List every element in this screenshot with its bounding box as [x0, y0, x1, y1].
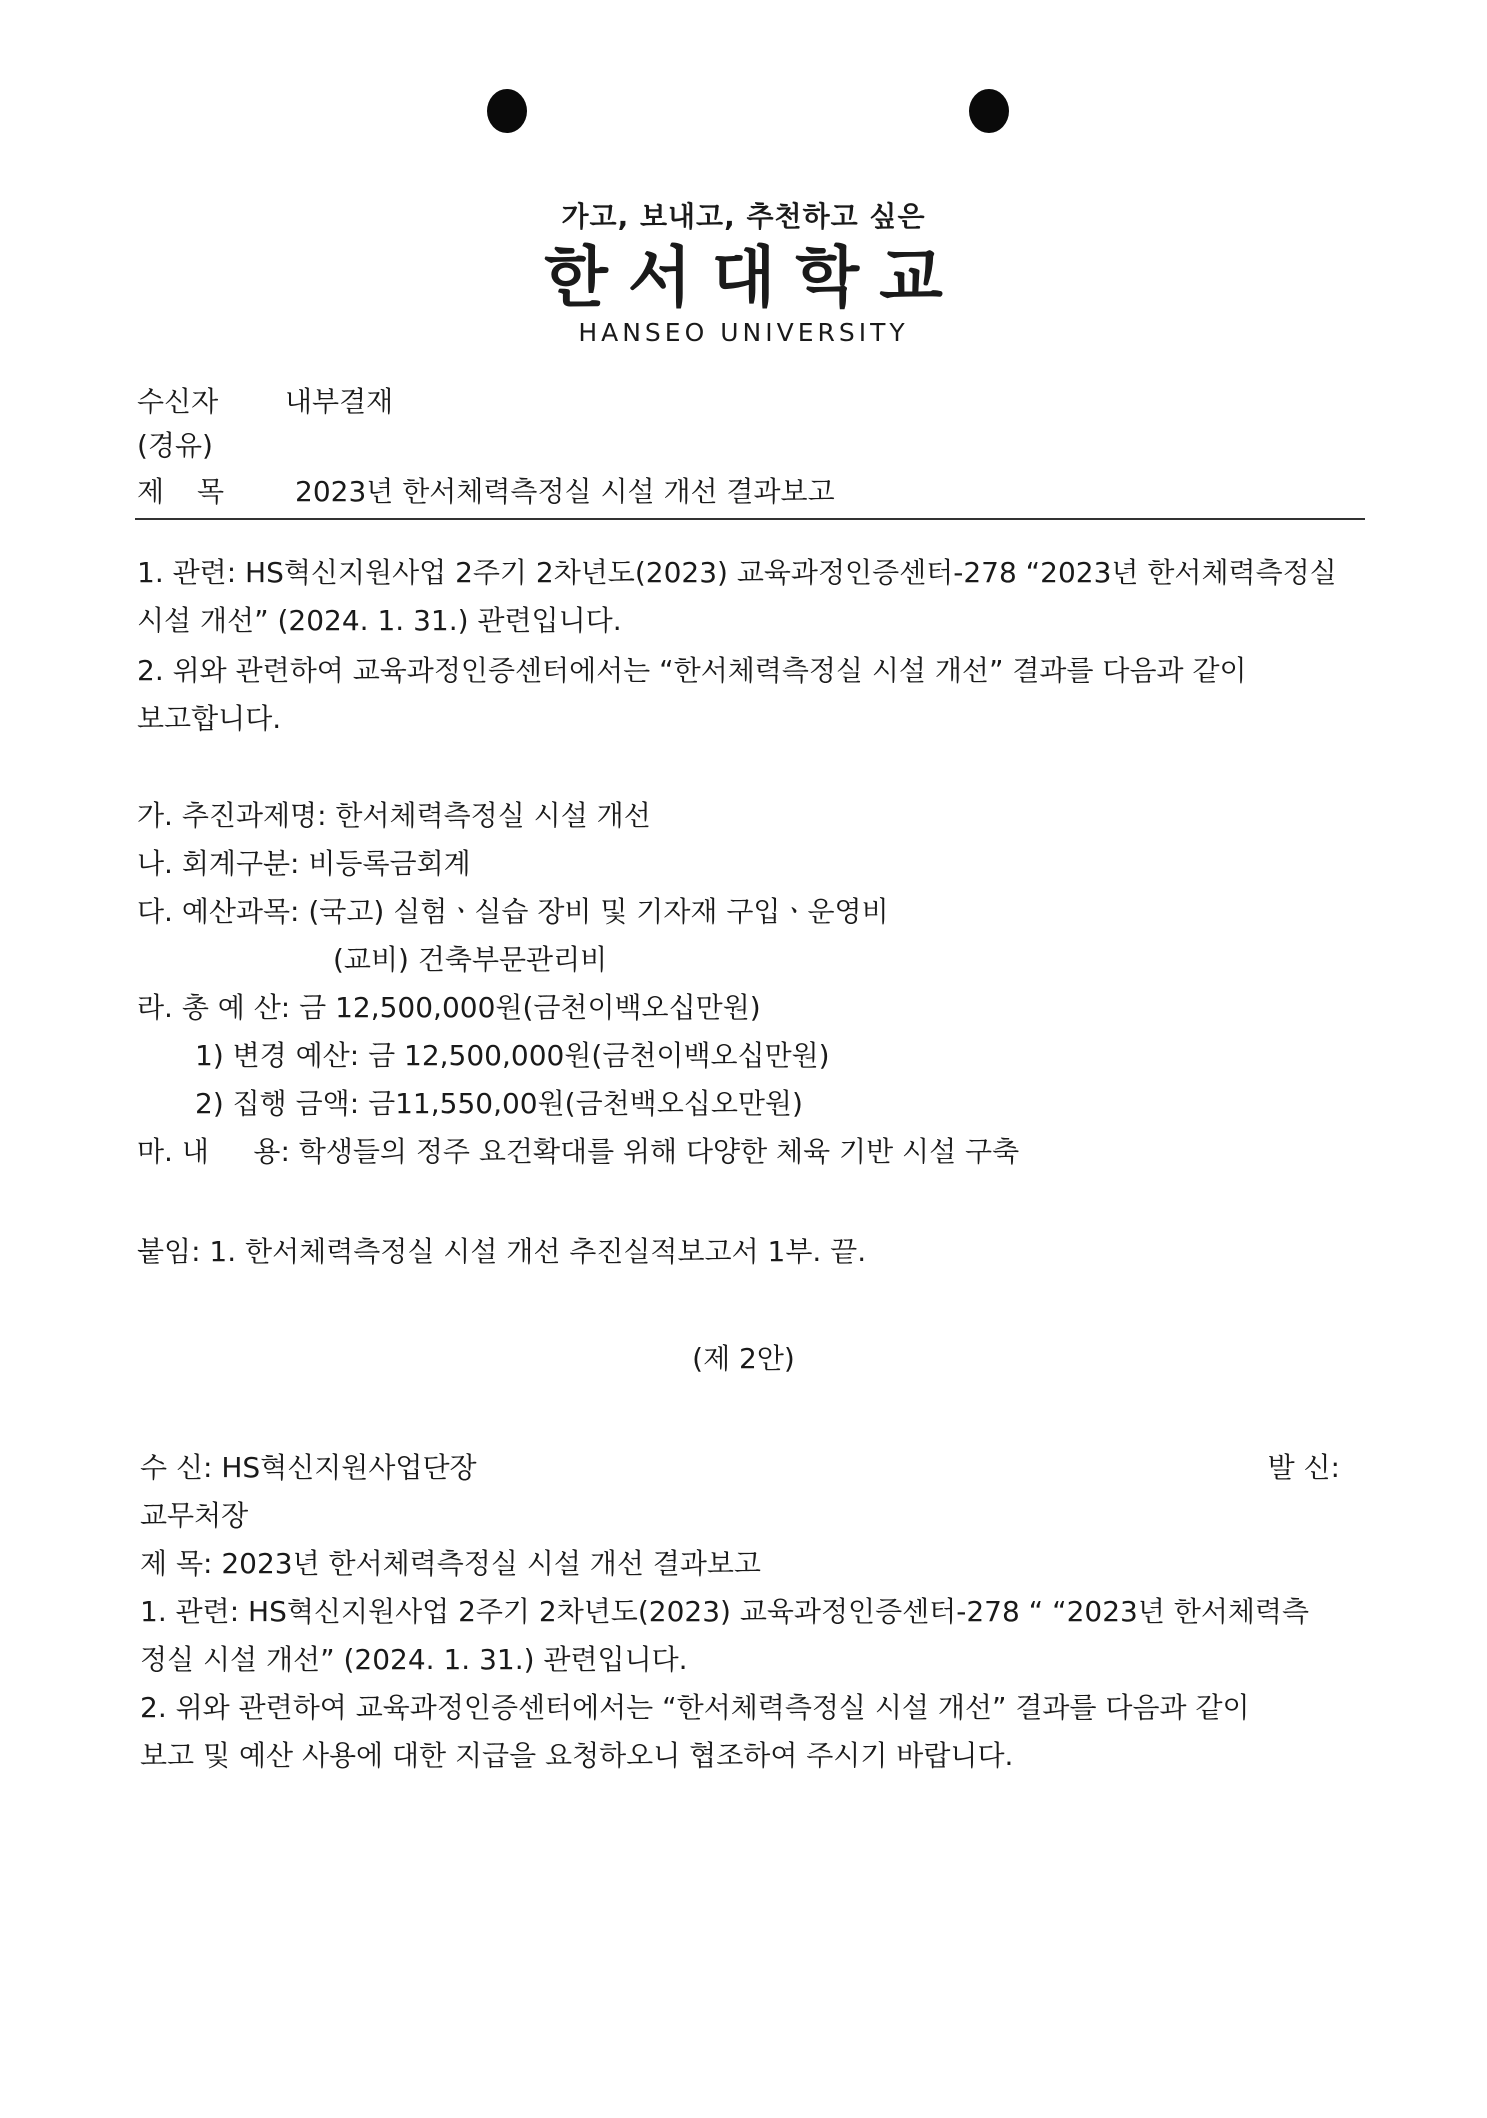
- logo-slogan: 가고, 보내고, 추천하고 싶은: [561, 200, 926, 233]
- para2-line2: 보고합니다.: [137, 702, 282, 735]
- para1-line1: 1. 관련: HS혁신지원사업 2주기 2차년도(2023) 교육과정인증센터-278 “2023년 한서체력측정실: [137, 556, 1337, 589]
- para2-line1: 2. 위와 관련하여 교육과정인증센터에서는 “한서체력측정실 시설 개선” 결과를 다음과 같이: [137, 654, 1247, 687]
- item-ga: 가. 추진과제명: 한서체력측정실 시설 개선: [137, 799, 651, 832]
- draft2-para2-line2: 보고 및 예산 사용에 대한 지급을 요청하오니 협조하여 주시기 바랍니다.: [140, 1739, 1014, 1772]
- item-da-1: 다. 예산과목: (국고) 실험ㆍ실습 장비 및 기자재 구입ㆍ운영비: [137, 895, 889, 928]
- subject-label: 제 목: [137, 475, 224, 508]
- recipient-row: [137, 384, 393, 420]
- punch-hole-left: [487, 89, 527, 133]
- header-divider: [135, 518, 1365, 520]
- subject-value: 2023년 한서체력측정실 시설 개선 결과보고: [295, 475, 835, 508]
- draft2-recipient: 수 신: HS혁신지원사업단장: [140, 1451, 477, 1484]
- item-ma: 마. 내 용: 학생들의 정주 요건확대를 위해 다양한 체육 기반 시설 구축: [137, 1135, 1020, 1168]
- draft2-subject: 제 목: 2023년 한서체력측정실 시설 개선 결과보고: [140, 1547, 761, 1580]
- logo-name-korean: 한서대학교: [544, 239, 963, 316]
- item-ra-1: 1) 변경 예산: 금 12,500,000원(금천이백오십만원): [195, 1039, 830, 1072]
- via-label: (경유): [137, 429, 213, 462]
- draft2-para1-line1: 1. 관련: HS혁신지원사업 2주기 2차년도(2023) 교육과정인증센터-278 “ “2023년 한서체력측: [140, 1595, 1310, 1628]
- item-da-2: (교비) 건축부문관리비: [333, 943, 608, 976]
- draft2-para2-line1: 2. 위와 관련하여 교육과정인증센터에서는 “한서체력측정실 시설 개선” 결과를 다음과 같이: [140, 1691, 1250, 1724]
- item-na: 나. 회계구분: 비등록금회계: [137, 847, 471, 880]
- university-logo: [0, 200, 1487, 348]
- para1-line2: 시설 개선” (2024. 1. 31.) 관련입니다.: [137, 604, 622, 637]
- punch-hole-right: [969, 89, 1009, 133]
- draft2-title: (제 2안): [692, 1342, 795, 1375]
- draft2-sender-value: 교무처장: [140, 1499, 249, 1532]
- attachment-line: 붙임: 1. 한서체력측정실 시설 개선 추진실적보고서 1부. 끝.: [137, 1235, 867, 1268]
- draft2-para1-line2: 정실 시설 개선” (2024. 1. 31.) 관련입니다.: [140, 1643, 688, 1676]
- draft2-sender-label: 발 신:: [1267, 1451, 1340, 1484]
- item-ra: 라. 총 예 산: 금 12,500,000원(금천이백오십만원): [137, 991, 761, 1024]
- logo-name-english: HANSEO UNIVERSITY: [578, 318, 909, 347]
- recipient-label: 수신자: [137, 385, 219, 418]
- recipient-value: 내부결재: [285, 385, 394, 418]
- subject-row: [137, 474, 835, 510]
- item-ra-2: 2) 집행 금액: 금11,550,00원(금천백오십오만원): [195, 1087, 803, 1120]
